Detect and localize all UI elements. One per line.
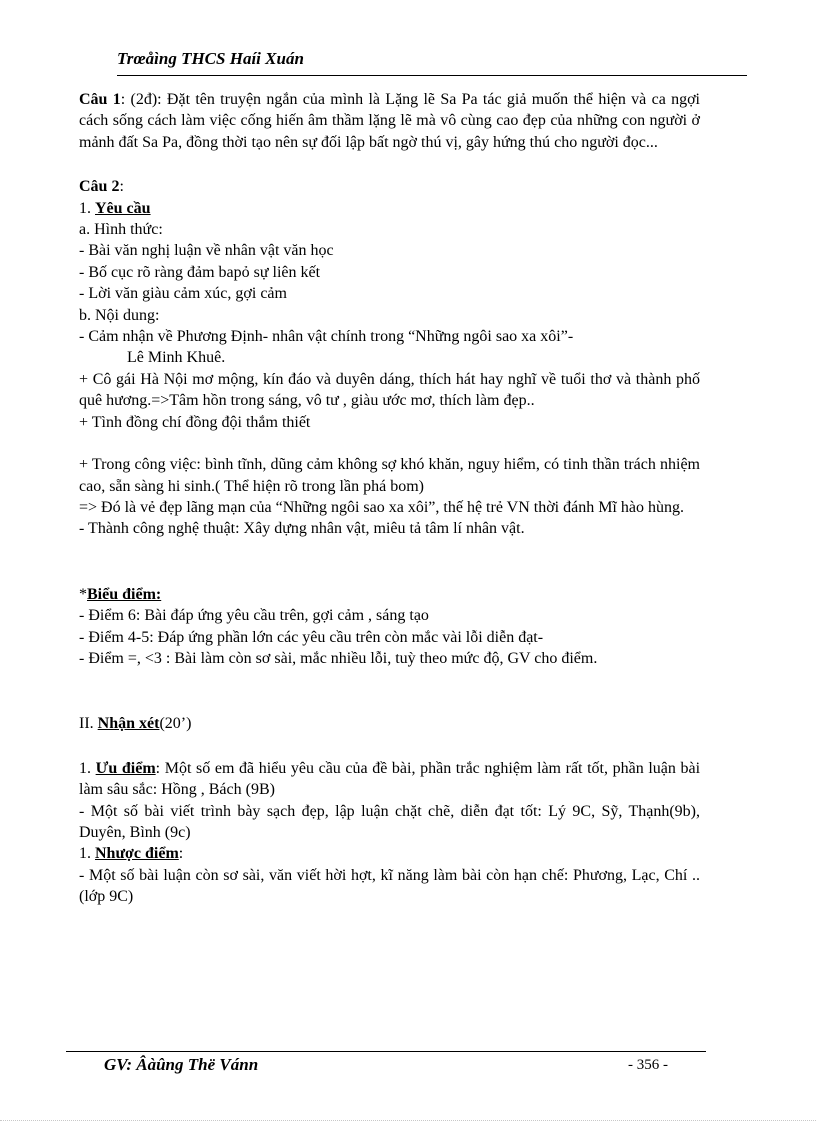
content-paragraph: => Đó là vẻ đẹp lãng mạn của “Những ngôi sao xa xôi”, thế hệ trẻ VN thời đánh Mĩ hào hùng.: [79, 498, 684, 516]
strengths-label: Ưu điểm: [95, 759, 156, 777]
form-title: a. Hình thức:: [79, 221, 163, 239]
footer-divider: [66, 1051, 706, 1052]
teacher-name: GV: Âàûng Thë Vánn: [104, 1055, 259, 1074]
school-name: Trœåìng THCS Haíi Xuán: [117, 49, 304, 68]
strengths-paragraph: 1. Ưu điểm: Một số em đã hiểu yêu cầu của đề bài, phần trắc nghiệm làm rất tốt, phần luận bài làm sâu sắc: Hồng , Bách (9B): [79, 759, 701, 799]
content-paragraph: + Tình đồng chí đồng đội thắm thiết: [79, 413, 311, 431]
document-body: [79, 89, 700, 908]
grading-heading: *Biểu điểm:: [79, 585, 162, 603]
content-paragraph: + Cô gái Hà Nội mơ mộng, kín đáo và duyên dáng, thích hát hay nghĩ về tuổi thơ và thành phố quê hương.=>Tâm hồn trong sáng, vô tư , giàu ước mơ, thích làm đẹp..: [79, 370, 700, 410]
grading-label: Biểu điểm:: [87, 585, 162, 603]
content-paragraph: + Trong công việc: bình tĩnh, dũng cảm không sợ khó khăn, nguy hiểm, có tinh thần trách nhiệm cao, sẵn sàng hi sinh.( Thể hiện rõ trong lần phá bom): [79, 456, 700, 495]
content-paragraph: - Thành công nghệ thuật: Xây dựng nhân vật, miêu tả tâm lí nhân vật.: [79, 520, 525, 538]
review-heading: II. Nhận xét(20’): [79, 715, 192, 733]
page-bottom-border: [0, 1120, 816, 1121]
cau2-label: Câu 2: [79, 178, 120, 196]
page-number: - 356 -: [628, 1057, 668, 1073]
grading-item: - Điểm =, <3 : Bài làm còn sơ sài, mắc nhiều lỗi, tuỳ theo mức độ, GV cho điểm.: [79, 649, 598, 667]
header-divider: [117, 75, 747, 76]
cau2-heading: Câu 2:: [79, 178, 124, 196]
requirements-heading: 1. Yêu cầu: [79, 199, 151, 217]
content-line: - Cảm nhận về Phương Định- nhân vật chính trong “Những ngôi sao xa xôi”-: [79, 328, 574, 346]
content-line: Lê Minh Khuê.: [127, 349, 226, 367]
form-item: - Bố cục rõ ràng đảm bapỏ sự liên kết: [79, 263, 321, 281]
weaknesses-heading: 1. Nhược điểm:: [79, 845, 184, 863]
review-label: Nhận xét: [97, 715, 160, 733]
grading-item: - Điểm 4-5: Đáp ứng phần lớn các yêu cầu trên còn mắc vài lỗi diễn đạt-: [79, 628, 544, 646]
weaknesses-label: Nhược điểm: [95, 845, 179, 863]
requirements-label: Yêu cầu: [95, 199, 151, 217]
weaknesses-paragraph: - Một số bài luận còn sơ sài, văn viết hời hợt, kĩ năng làm bài còn hạn chế: Phương, Lạc, Chí ..(lớp 9C): [79, 866, 700, 906]
cau1-label: Câu 1: [79, 91, 121, 108]
cau1-paragraph: [79, 89, 700, 153]
content-title: b. Nội dung:: [79, 306, 160, 324]
form-item: - Lời văn giàu cảm xúc, gợi cảm: [79, 285, 287, 303]
cau1-text: : (2đ): Đặt tên truyện ngắn của mình là Lặng lẽ Sa Pa tác giả muốn thể hiện và ca ngợi cách sống cách làm việc cống hiến âm thầm lặng lẽ mà vô cùng cao đẹp của những con người ở mảnh đất Sa Pa, đồng thời tạo nên sự đối lập bất ngờ thú vị, gây hứng thú cho người đọc...: [79, 91, 701, 151]
grading-item: - Điểm 6: Bài đáp ứng yêu cầu trên, gợi cảm , sáng tạo: [79, 607, 429, 625]
strengths-paragraph: - Một số bài viết trình bày sạch đẹp, lập luận chặt chẽ, diễn đạt tốt: Lý 9C, Sỹ, Thạnh(9b), Duyên, Bình (9c): [79, 802, 700, 841]
form-item: - Bài văn nghị luận về nhân vật văn học: [79, 242, 334, 260]
